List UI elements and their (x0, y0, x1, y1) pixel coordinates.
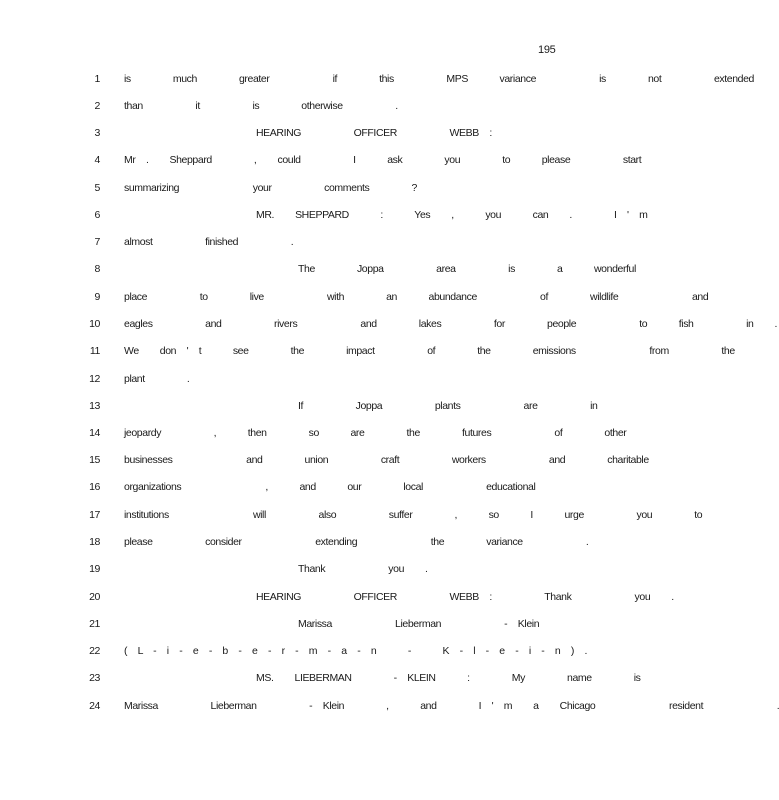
line-text: jeopardy , then so are the futures of other (124, 427, 627, 439)
transcript-line (0, 261, 636, 277)
line-number: 23 (89, 672, 100, 684)
line-text: If Joppa plants are in (298, 400, 598, 412)
line-text: plant . (124, 373, 190, 385)
transcript-line (0, 425, 627, 441)
line-text: MS. LIEBERMAN - KLEIN : My name is (256, 672, 641, 684)
line-number: 12 (89, 373, 100, 385)
line-number: 7 (94, 236, 100, 248)
transcript-line (0, 343, 735, 359)
transcript-line (0, 561, 618, 577)
transcript-line (0, 289, 709, 305)
line-number: 3 (94, 127, 100, 139)
line-text: is much greater if this MPS variance is not extended (124, 73, 754, 85)
transcript-line (0, 452, 649, 468)
line-number: 17 (89, 509, 100, 521)
line-number: 21 (89, 618, 100, 630)
page-number: 195 (538, 44, 556, 56)
line-text: Mr . Sheppard , could I ask you to please start (124, 154, 642, 166)
transcript-line (0, 98, 618, 114)
transcript-line (0, 616, 618, 632)
line-number: 4 (94, 154, 100, 166)
transcript-line (0, 125, 618, 141)
line-number: 9 (94, 291, 100, 303)
transcript-line (0, 479, 618, 495)
line-number: 13 (89, 400, 100, 412)
line-text: Marissa Lieberman - Klein , and I ' m a Chicago resident . (124, 700, 779, 712)
transcript-line (0, 643, 618, 659)
transcript-line (0, 507, 703, 523)
line-number: 18 (89, 536, 100, 548)
line-number: 15 (89, 454, 100, 466)
line-number: 1 (94, 73, 100, 85)
line-number: 11 (89, 345, 100, 357)
line-text: HEARING OFFICER WEBB : (256, 127, 492, 139)
line-text: than it is otherwise . (124, 100, 398, 112)
line-text: organizations , and our local educational (124, 481, 536, 493)
line-number: 19 (89, 563, 100, 575)
line-text: eagles and rivers and lakes for people to fish in . (124, 318, 778, 330)
line-number: 6 (94, 209, 100, 221)
line-number: 2 (94, 100, 100, 112)
line-text: summarizing your comments ? (124, 182, 417, 194)
line-number: 22 (89, 645, 100, 657)
line-number: 5 (94, 182, 100, 194)
transcript-line (0, 71, 754, 87)
line-number: 14 (89, 427, 100, 439)
transcript-line (0, 180, 618, 196)
transcript-line (0, 152, 642, 168)
line-text: The Joppa area is a wonderful (298, 263, 636, 275)
transcript-line (0, 207, 648, 223)
transcript-line (0, 670, 641, 686)
line-text: MR. SHEPPARD : Yes , you can . I ' m (256, 209, 648, 221)
line-text: We don ' t see the impact of the emissions from the (124, 345, 735, 357)
line-text: businesses and union craft workers and charitable (124, 454, 649, 466)
transcript-line (0, 534, 618, 550)
line-text: please consider extending the variance . (124, 536, 589, 548)
line-number: 8 (94, 263, 100, 275)
transcript-line (0, 316, 778, 332)
line-text: almost finished . (124, 236, 294, 248)
line-number: 10 (89, 318, 100, 330)
transcript-line (0, 371, 618, 387)
line-text: HEARING OFFICER WEBB : Thank you . (256, 591, 674, 603)
line-text: Thank you . (298, 563, 428, 575)
line-number: 20 (89, 591, 100, 603)
line-number: 16 (89, 481, 100, 493)
line-text: ( L - i - e - b - e - r - m - a - n - K - l - e - i - n ) . (124, 645, 588, 657)
transcript-line (0, 234, 618, 250)
transcript-line (0, 398, 618, 414)
line-text: Marissa Lieberman - Klein (298, 618, 540, 630)
transcript-line (0, 698, 779, 714)
line-number: 24 (89, 700, 100, 712)
line-text: institutions will also suffer , so I urge you to (124, 509, 703, 521)
transcript-line (0, 589, 674, 605)
line-text: place to live with an abundance of wildlife and (124, 291, 709, 303)
